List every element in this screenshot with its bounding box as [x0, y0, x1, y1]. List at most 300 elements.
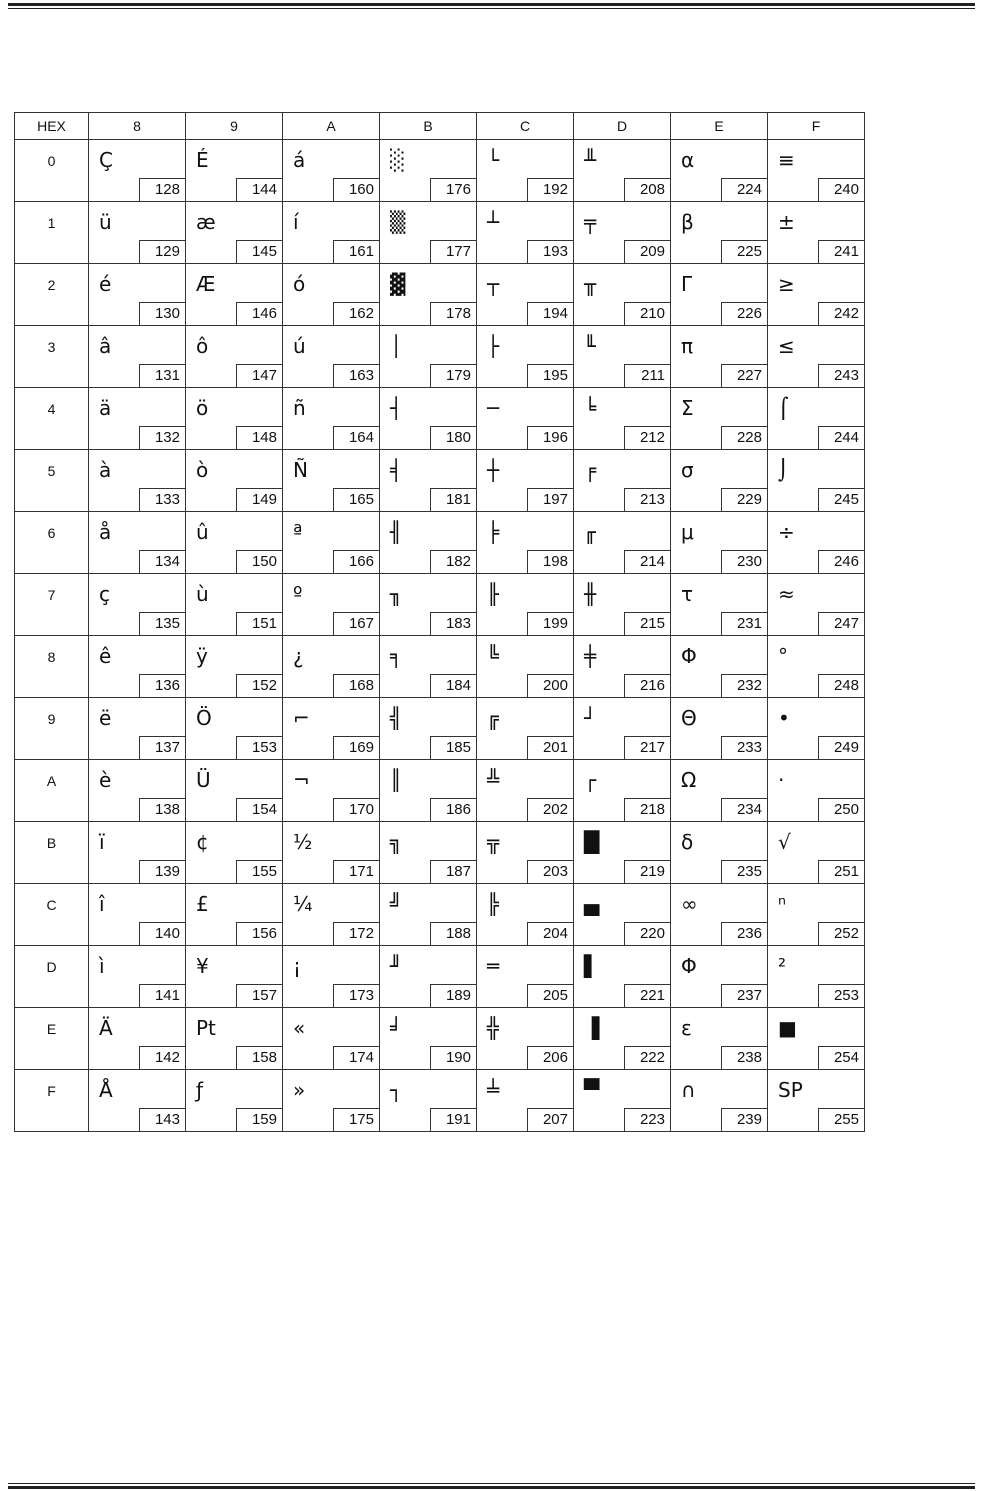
decimal-code: 161: [333, 240, 379, 263]
char-glyph: σ: [681, 458, 694, 482]
char-glyph: ¡: [293, 954, 302, 978]
char-glyph: ┬: [487, 272, 500, 296]
char-glyph: ╩: [487, 768, 500, 792]
decimal-code: 252: [818, 922, 864, 945]
char-glyph: ╟: [487, 582, 500, 606]
table-row: [15, 884, 865, 946]
decimal-code: 151: [236, 612, 282, 635]
char-cell: [89, 822, 186, 884]
column-header: 8: [89, 113, 186, 140]
char-cell: [89, 574, 186, 636]
char-glyph: ╬: [487, 1016, 500, 1040]
char-cell: [283, 884, 380, 946]
char-cell: [671, 698, 768, 760]
char-glyph: Ñ: [293, 458, 308, 482]
char-cell: [283, 822, 380, 884]
char-cell: [186, 1008, 283, 1070]
column-header: C: [477, 113, 574, 140]
row-hex-label: F: [15, 1070, 89, 1132]
decimal-code: 223: [624, 1108, 670, 1131]
char-glyph: ╔: [487, 706, 500, 730]
decimal-code: 164: [333, 426, 379, 449]
decimal-code: 207: [527, 1108, 573, 1131]
decimal-code: 225: [721, 240, 767, 263]
char-glyph: û: [196, 520, 209, 544]
char-cell: [380, 202, 477, 264]
char-glyph: ≡: [778, 148, 795, 172]
decimal-code: 153: [236, 736, 282, 759]
decimal-code: 208: [624, 178, 670, 201]
char-cell: [283, 1070, 380, 1132]
char-cell: [283, 760, 380, 822]
decimal-code: 245: [818, 488, 864, 511]
char-glyph: ï: [99, 830, 105, 854]
char-glyph: √: [778, 830, 791, 854]
char-cell: [574, 884, 671, 946]
char-cell: [477, 326, 574, 388]
char-glyph: ≤: [778, 334, 795, 358]
row-hex-label: 4: [15, 388, 89, 450]
char-glyph: ├: [487, 334, 500, 358]
char-cell: [380, 140, 477, 202]
decimal-code: 142: [139, 1046, 185, 1069]
char-glyph: ┼: [487, 458, 500, 482]
char-glyph: ▓: [390, 272, 406, 296]
char-cell: [671, 450, 768, 512]
decimal-code: 213: [624, 488, 670, 511]
char-cell: [380, 1070, 477, 1132]
decimal-code: 249: [818, 736, 864, 759]
decimal-code: 235: [721, 860, 767, 883]
row-hex-label: 9: [15, 698, 89, 760]
row-hex-label: 8: [15, 636, 89, 698]
row-hex-label: 0: [15, 140, 89, 202]
column-header: 9: [186, 113, 283, 140]
char-cell: [186, 946, 283, 1008]
char-glyph: ª: [293, 520, 303, 544]
char-glyph: Ö: [196, 706, 212, 730]
top-rule: [8, 3, 975, 9]
decimal-code: 197: [527, 488, 573, 511]
decimal-code: 141: [139, 984, 185, 1007]
decimal-code: 169: [333, 736, 379, 759]
char-glyph: ²: [778, 954, 787, 978]
char-glyph: ╓: [584, 520, 597, 544]
char-cell: [89, 140, 186, 202]
char-cell: [574, 202, 671, 264]
char-glyph: ⌠: [778, 396, 789, 420]
char-cell: [186, 512, 283, 574]
char-cell: [89, 946, 186, 1008]
table-row: [15, 140, 865, 202]
char-glyph: μ: [681, 520, 694, 544]
char-cell: [283, 388, 380, 450]
char-cell: [477, 822, 574, 884]
char-glyph: ù: [196, 582, 209, 606]
char-glyph: ║: [390, 768, 403, 792]
char-cell: [768, 698, 865, 760]
char-glyph: ±: [778, 210, 795, 234]
char-cell: [477, 760, 574, 822]
char-glyph: ë: [99, 706, 112, 730]
decimal-code: 246: [818, 550, 864, 573]
decimal-code: 196: [527, 426, 573, 449]
row-hex-label: D: [15, 946, 89, 1008]
row-hex-label: 2: [15, 264, 89, 326]
char-glyph: π: [681, 334, 694, 358]
char-glyph: ╫: [584, 582, 597, 606]
decimal-code: 186: [430, 798, 476, 821]
char-cell: [186, 264, 283, 326]
column-header: A: [283, 113, 380, 140]
decimal-code: 211: [624, 364, 670, 387]
decimal-code: 144: [236, 178, 282, 201]
char-glyph: •: [778, 706, 790, 730]
decimal-code: 159: [236, 1108, 282, 1131]
char-glyph: ä: [99, 396, 112, 420]
char-cell: [574, 140, 671, 202]
char-cell: [186, 884, 283, 946]
char-cell: [477, 884, 574, 946]
char-glyph: β: [681, 210, 694, 234]
char-glyph: ─: [487, 396, 500, 420]
char-cell: [574, 512, 671, 574]
char-cell: [380, 884, 477, 946]
decimal-code: 206: [527, 1046, 573, 1069]
char-glyph: ╤: [584, 210, 597, 234]
decimal-code: 219: [624, 860, 670, 883]
decimal-code: 248: [818, 674, 864, 697]
char-cell: [186, 326, 283, 388]
char-cell: [768, 450, 865, 512]
char-glyph: î: [99, 892, 105, 916]
char-glyph: ⌐: [293, 706, 310, 730]
char-glyph: ▀: [584, 1078, 600, 1102]
char-cell: [89, 1070, 186, 1132]
table-row: [15, 698, 865, 760]
char-cell: [671, 1070, 768, 1132]
char-cell: [477, 140, 574, 202]
decimal-code: 233: [721, 736, 767, 759]
row-hex-label: 5: [15, 450, 89, 512]
decimal-code: 184: [430, 674, 476, 697]
char-glyph: SP: [778, 1078, 803, 1102]
char-glyph: Φ: [681, 954, 697, 978]
decimal-code: 152: [236, 674, 282, 697]
decimal-code: 203: [527, 860, 573, 883]
table-row: [15, 264, 865, 326]
decimal-code: 143: [139, 1108, 185, 1131]
decimal-code: 181: [430, 488, 476, 511]
char-glyph: ╖: [390, 582, 403, 606]
char-cell: [283, 1008, 380, 1070]
char-cell: [574, 574, 671, 636]
decimal-code: 157: [236, 984, 282, 1007]
char-glyph: ½: [293, 830, 313, 854]
char-glyph: Ä: [99, 1016, 113, 1040]
char-glyph: ü: [99, 210, 112, 234]
decimal-code: 209: [624, 240, 670, 263]
char-cell: [380, 264, 477, 326]
decimal-code: 193: [527, 240, 573, 263]
char-cell: [89, 326, 186, 388]
decimal-code: 154: [236, 798, 282, 821]
decimal-code: 168: [333, 674, 379, 697]
char-glyph: ╜: [390, 954, 403, 978]
decimal-code: 175: [333, 1108, 379, 1131]
table-row: [15, 760, 865, 822]
char-glyph: ╨: [584, 148, 597, 172]
char-glyph: Å: [99, 1078, 113, 1102]
char-cell: [89, 698, 186, 760]
char-glyph: └: [487, 148, 500, 172]
char-glyph: ô: [196, 334, 209, 358]
char-glyph: ┌: [584, 768, 597, 792]
decimal-code: 200: [527, 674, 573, 697]
char-glyph: │: [390, 334, 403, 358]
char-cell: [283, 946, 380, 1008]
decimal-code: 218: [624, 798, 670, 821]
char-glyph: ⁿ: [778, 892, 786, 916]
header-row: [15, 113, 865, 140]
decimal-code: 212: [624, 426, 670, 449]
char-glyph: ñ: [293, 396, 306, 420]
char-glyph: ç: [99, 582, 110, 606]
bottom-rule: [8, 1483, 975, 1489]
table-row: [15, 388, 865, 450]
char-glyph: í: [293, 210, 299, 234]
char-cell: [477, 512, 574, 574]
char-cell: [671, 264, 768, 326]
char-glyph: Θ: [681, 706, 697, 730]
decimal-code: 247: [818, 612, 864, 635]
char-glyph: ═: [487, 954, 500, 978]
char-glyph: ¼: [293, 892, 313, 916]
char-glyph: ╣: [390, 706, 403, 730]
char-glyph: à: [99, 458, 112, 482]
char-cell: [186, 822, 283, 884]
decimal-code: 147: [236, 364, 282, 387]
decimal-code: 130: [139, 302, 185, 325]
char-glyph: º: [293, 582, 303, 606]
char-cell: [477, 698, 574, 760]
decimal-code: 187: [430, 860, 476, 883]
char-cell: [186, 140, 283, 202]
decimal-code: 214: [624, 550, 670, 573]
table-row: [15, 202, 865, 264]
decimal-code: 146: [236, 302, 282, 325]
char-glyph: ÿ: [196, 644, 208, 668]
char-cell: [574, 698, 671, 760]
char-glyph: ╦: [487, 830, 500, 854]
char-cell: [186, 698, 283, 760]
decimal-code: 167: [333, 612, 379, 635]
char-cell: [671, 822, 768, 884]
char-cell: [768, 884, 865, 946]
decimal-code: 232: [721, 674, 767, 697]
column-header: F: [768, 113, 865, 140]
table-row: [15, 450, 865, 512]
char-cell: [671, 202, 768, 264]
char-cell: [477, 1070, 574, 1132]
char-cell: [671, 884, 768, 946]
decimal-code: 136: [139, 674, 185, 697]
char-cell: [768, 946, 865, 1008]
decimal-code: 135: [139, 612, 185, 635]
char-cell: [89, 450, 186, 512]
column-header: D: [574, 113, 671, 140]
char-glyph: É: [196, 148, 209, 172]
decimal-code: 199: [527, 612, 573, 635]
char-glyph: ╥: [584, 272, 597, 296]
char-cell: [768, 574, 865, 636]
char-glyph: »: [293, 1078, 306, 1102]
decimal-code: 145: [236, 240, 282, 263]
char-cell: [89, 202, 186, 264]
row-hex-label: 1: [15, 202, 89, 264]
row-hex-label: 3: [15, 326, 89, 388]
char-cell: [283, 202, 380, 264]
decimal-code: 150: [236, 550, 282, 573]
decimal-code: 244: [818, 426, 864, 449]
row-hex-label: C: [15, 884, 89, 946]
char-glyph: ╢: [390, 520, 403, 544]
char-cell: [89, 264, 186, 326]
char-cell: [283, 140, 380, 202]
char-glyph: ▄: [584, 892, 600, 916]
char-cell: [380, 1008, 477, 1070]
decimal-code: 201: [527, 736, 573, 759]
char-glyph: ▒: [390, 210, 406, 234]
char-glyph: δ: [681, 830, 694, 854]
char-cell: [477, 450, 574, 512]
char-cell: [89, 636, 186, 698]
char-cell: [89, 1008, 186, 1070]
row-hex-label: 6: [15, 512, 89, 574]
code-page-table: [14, 112, 865, 1132]
decimal-code: 216: [624, 674, 670, 697]
decimal-code: 237: [721, 984, 767, 1007]
char-cell: [574, 264, 671, 326]
char-cell: [574, 760, 671, 822]
char-cell: [768, 326, 865, 388]
table-row: [15, 946, 865, 1008]
char-glyph: ┤: [390, 396, 403, 420]
decimal-code: 227: [721, 364, 767, 387]
char-glyph: ∞: [681, 892, 698, 916]
decimal-code: 190: [430, 1046, 476, 1069]
char-glyph: ╪: [584, 644, 597, 668]
decimal-code: 137: [139, 736, 185, 759]
table-row: [15, 636, 865, 698]
decimal-code: 162: [333, 302, 379, 325]
decimal-code: 166: [333, 550, 379, 573]
char-glyph: α: [681, 148, 695, 172]
decimal-code: 191: [430, 1108, 476, 1131]
char-glyph: £: [196, 892, 209, 916]
char-cell: [671, 326, 768, 388]
decimal-code: 171: [333, 860, 379, 883]
decimal-code: 133: [139, 488, 185, 511]
char-cell: [186, 202, 283, 264]
char-glyph: ·: [778, 768, 785, 792]
decimal-code: 250: [818, 798, 864, 821]
char-glyph: ╘: [584, 396, 597, 420]
char-cell: [380, 512, 477, 574]
char-cell: [768, 512, 865, 574]
char-glyph: ╕: [390, 644, 403, 668]
char-glyph: ¿: [293, 644, 304, 668]
char-cell: [380, 636, 477, 698]
decimal-code: 254: [818, 1046, 864, 1069]
decimal-code: 189: [430, 984, 476, 1007]
char-cell: [671, 140, 768, 202]
char-cell: [380, 822, 477, 884]
decimal-code: 158: [236, 1046, 282, 1069]
char-cell: [671, 574, 768, 636]
char-cell: [768, 760, 865, 822]
decimal-code: 176: [430, 178, 476, 201]
decimal-code: 174: [333, 1046, 379, 1069]
char-cell: [768, 636, 865, 698]
char-glyph: ¢: [196, 830, 209, 854]
decimal-code: 172: [333, 922, 379, 945]
char-cell: [574, 1008, 671, 1070]
decimal-code: 240: [818, 178, 864, 201]
decimal-code: 224: [721, 178, 767, 201]
decimal-code: 177: [430, 240, 476, 263]
column-header: B: [380, 113, 477, 140]
char-glyph: Ω: [681, 768, 697, 792]
decimal-code: 134: [139, 550, 185, 573]
decimal-code: 155: [236, 860, 282, 883]
char-glyph: ¥: [196, 954, 209, 978]
char-glyph: «: [293, 1016, 306, 1040]
char-glyph: ∩: [681, 1078, 696, 1102]
char-glyph: °: [778, 644, 788, 668]
char-cell: [477, 388, 574, 450]
char-glyph: ╛: [390, 1016, 403, 1040]
decimal-code: 226: [721, 302, 767, 325]
table-row: [15, 822, 865, 884]
decimal-code: 243: [818, 364, 864, 387]
char-cell: [89, 884, 186, 946]
char-cell: [283, 636, 380, 698]
char-cell: [671, 636, 768, 698]
char-cell: [283, 326, 380, 388]
char-cell: [186, 574, 283, 636]
char-cell: [768, 140, 865, 202]
table-body: [15, 140, 865, 1132]
char-cell: [186, 1070, 283, 1132]
char-cell: [574, 1070, 671, 1132]
decimal-code: 215: [624, 612, 670, 635]
char-cell: [574, 388, 671, 450]
char-glyph: ƒ: [196, 1078, 204, 1102]
decimal-code: 234: [721, 798, 767, 821]
char-glyph: ≈: [778, 582, 795, 606]
char-cell: [380, 388, 477, 450]
char-glyph: ε: [681, 1016, 692, 1040]
char-cell: [768, 822, 865, 884]
decimal-code: 173: [333, 984, 379, 1007]
char-glyph: ê: [99, 644, 112, 668]
char-glyph: ╠: [487, 892, 500, 916]
char-glyph: τ: [681, 582, 694, 606]
decimal-code: 128: [139, 178, 185, 201]
char-glyph: ╒: [584, 458, 597, 482]
char-cell: [380, 760, 477, 822]
